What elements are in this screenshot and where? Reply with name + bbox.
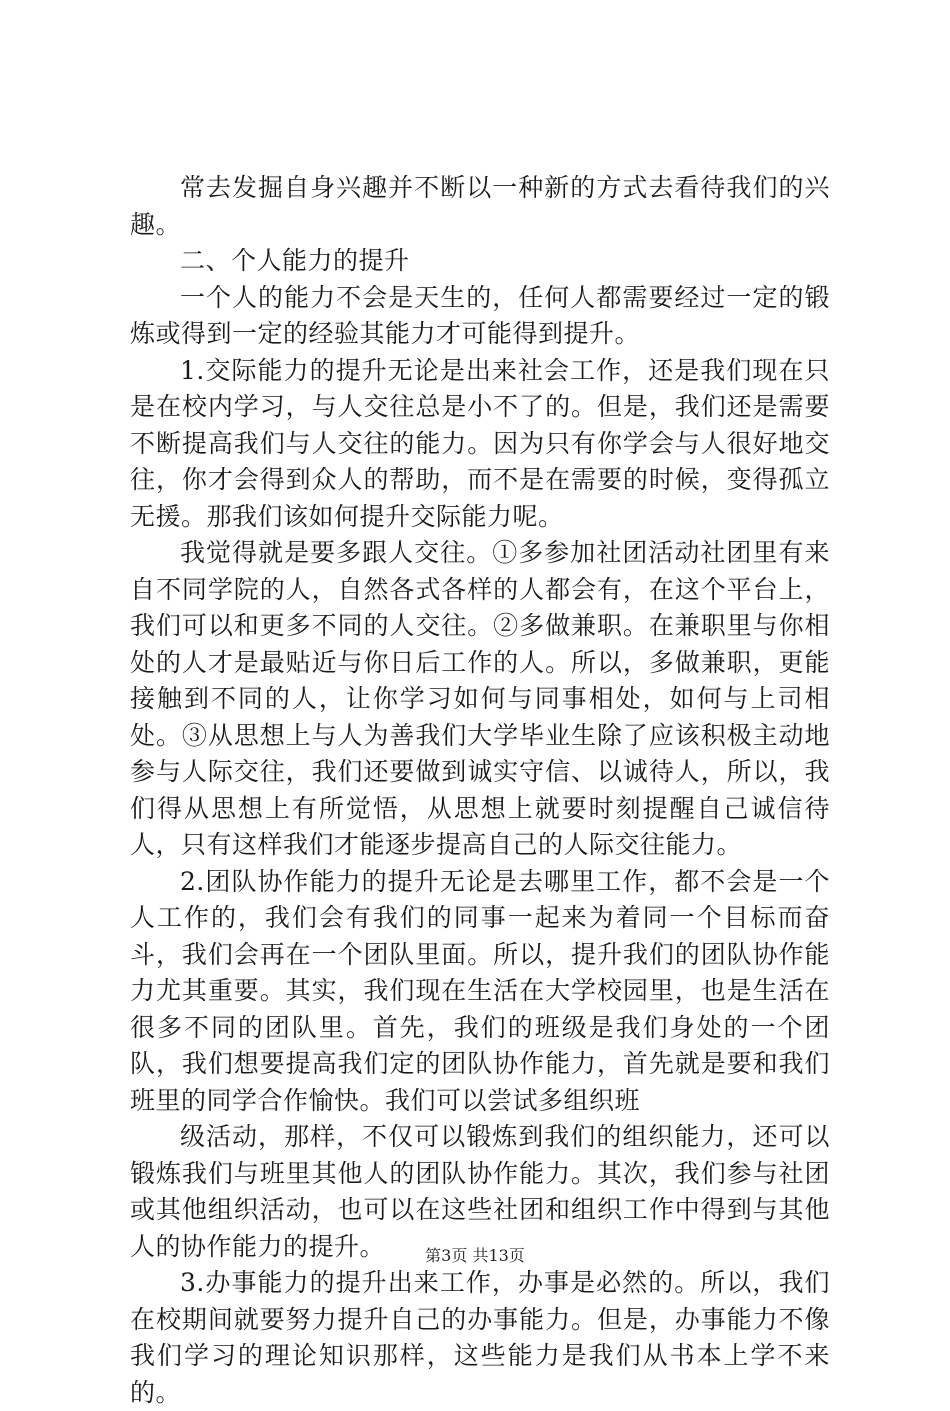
paragraph-social-skills: 1.交际能力的提升无论是出来社会工作，还是我们现在只是在校内学习，与人交往总是小不了的。但是，我们还是需要不断提高我们与人交往的能力。因为只有你学会与人很好地交往，你才会得到众人的帮助，而不是在需要的时候，变得孤立无援。那我们该如何提升交际能力呢。: [130, 355, 830, 531]
paragraph-interest-continuation: 常去发掘自身兴趣并不断以一种新的方式去看待我们的兴趣。: [130, 173, 830, 239]
page-number-footer: 第3页 共13页: [425, 1246, 525, 1265]
paragraph-social-methods: 我觉得就是要多跟人交往。①多参加社团活动社团里有来自不同学院的人，自然各式各样的人都会有，在这个平台上，我们可以和更多不同的人交往。②多做兼职。在兼职里与你相处的人才是最贴近与你日后工作的人。所以，多做兼职，更能接触到不同的人，让你学习如何与同事相处，如何与上司相处。③从思想上与人为善我们大学毕业生除了应该积极主动地参与人际交往，我们还要做到诚实守信、以诚待人，所以，我们得从思想上有所觉悟，从思想上就要时刻提醒自己诚信待人，只有这样我们才能逐步提高自己的人际交往能力。: [130, 538, 830, 859]
paragraph-teamwork-continued: 级活动，那样，不仅可以锻炼到我们的组织能力，还可以锻炼我们与班里其他人的团队协作能力。其次，我们参与社团或其他组织活动，也可以在这些社团和组织工作中得到与其他人的协作能力的提升。: [130, 1122, 830, 1261]
paragraph-handling-affairs: 3.办事能力的提升出来工作，办事是必然的。所以，我们在校期间就要努力提升自己的办事能力。但是，办事能力不像我们学习的理论知识那样，这些能力是我们从书本上学不来的。: [130, 1268, 830, 1407]
paragraph-teamwork: 2.团队协作能力的提升无论是去哪里工作，都不会是一个人工作的，我们会有我们的同事一起来为着同一个目标而奋斗，我们会再在一个团队里面。所以，提升我们的团队协作能力尤其重要。其实，我们现在生活在大学校园里，也是生活在很多不同的团队里。首先，我们的班级是我们身处的一个团队，我们想要提高我们定的团队协作能力，首先就是要和我们班里的同学合作愉快。我们可以尝试多组织班: [130, 866, 830, 1115]
section-heading-ability: 二、个人能力的提升: [180, 246, 410, 275]
document-body: [130, 170, 830, 1411]
paragraph-ability-intro: 一个人的能力不会是天生的，任何人都需要经过一定的锻炼或得到一定的经验其能力才可能得到提升。: [130, 282, 830, 348]
